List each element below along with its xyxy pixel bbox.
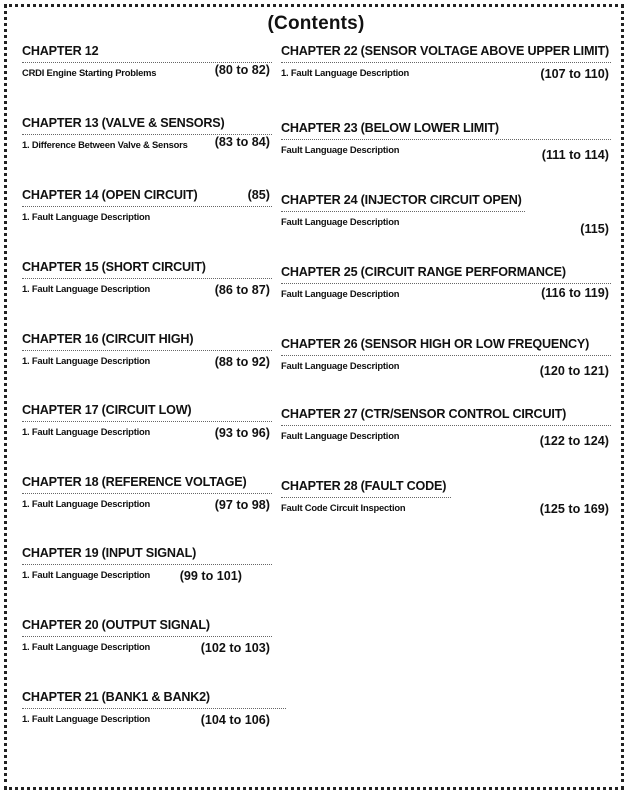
chapter-title[interactable]: CHAPTER 19 (INPUT SIGNAL) bbox=[22, 546, 197, 560]
chapter-page-number: (85) bbox=[247, 188, 270, 202]
page-range: (80 to 82) bbox=[214, 63, 270, 77]
chapter-title[interactable]: CHAPTER 28 (FAULT CODE) bbox=[281, 479, 447, 493]
toc-entry-chapter-25[interactable] bbox=[281, 265, 611, 314]
section-description[interactable]: 1. Fault Language Description bbox=[22, 283, 151, 294]
page-range: (93 to 96) bbox=[214, 426, 270, 440]
toc-entry-chapter-15[interactable] bbox=[22, 260, 272, 301]
section-description[interactable]: 1. Fault Language Description bbox=[22, 641, 151, 652]
section-description[interactable]: Fault Language Description bbox=[281, 216, 400, 227]
chapter-title[interactable]: CHAPTER 14 (OPEN CIRCUIT) bbox=[22, 188, 198, 202]
section-line bbox=[22, 713, 272, 731]
toc-entry-chapter-18[interactable] bbox=[22, 475, 272, 516]
chapter-heading-line bbox=[22, 260, 272, 279]
section-description[interactable]: Fault Code Circuit Inspection bbox=[281, 502, 406, 513]
chapter-heading-line bbox=[281, 193, 525, 212]
section-description[interactable]: Fault Language Description bbox=[281, 288, 400, 299]
toc-entry-chapter-14[interactable] bbox=[22, 188, 272, 229]
toc-entry-chapter-16[interactable] bbox=[22, 332, 272, 373]
chapter-heading-line bbox=[281, 479, 451, 498]
chapter-title[interactable]: CHAPTER 27 (CTR/SENSOR CONTROL CIRCUIT) bbox=[281, 407, 567, 421]
chapter-heading-line bbox=[22, 403, 272, 422]
section-line bbox=[281, 288, 611, 314]
section-line bbox=[281, 144, 611, 170]
toc-entry-chapter-20[interactable] bbox=[22, 618, 272, 659]
toc-entry-chapter-23[interactable] bbox=[281, 121, 611, 170]
section-description[interactable]: Fault Language Description bbox=[281, 430, 400, 441]
page-range: (107 to 110) bbox=[540, 67, 609, 81]
page-range: (104 to 106) bbox=[200, 713, 270, 727]
section-description[interactable]: 1. Difference Between Valve & Sensors bbox=[22, 139, 188, 150]
section-description[interactable]: 1. Fault Language Description bbox=[22, 713, 151, 724]
page-range: (116 to 119) bbox=[541, 286, 609, 300]
toc-entry-chapter-26[interactable] bbox=[281, 337, 611, 386]
chapter-title[interactable]: CHAPTER 26 (SENSOR HIGH OR LOW FREQUENCY) bbox=[281, 337, 590, 351]
section-line bbox=[22, 135, 272, 157]
section-line bbox=[281, 67, 611, 93]
chapter-heading-line bbox=[22, 188, 272, 207]
page-range: (111 to 114) bbox=[541, 148, 609, 162]
chapter-title[interactable]: CHAPTER 13 (VALVE & SENSORS) bbox=[22, 116, 225, 130]
chapter-heading-line bbox=[281, 337, 611, 356]
section-description[interactable]: CRDI Engine Starting Problems bbox=[22, 67, 157, 78]
page-range: (102 to 103) bbox=[200, 641, 270, 655]
section-description[interactable]: Fault Language Description bbox=[281, 360, 400, 371]
chapter-heading-line bbox=[22, 546, 272, 565]
toc-entry-chapter-24[interactable] bbox=[281, 193, 611, 242]
chapter-heading-line bbox=[281, 121, 611, 140]
section-line bbox=[22, 641, 272, 659]
chapter-title[interactable]: CHAPTER 23 (BELOW LOWER LIMIT) bbox=[281, 121, 499, 135]
page-range: (115) bbox=[580, 222, 609, 236]
chapter-title[interactable]: CHAPTER 22 (SENSOR VOLTAGE ABOVE UPPER LIMIT) bbox=[281, 44, 610, 58]
section-line bbox=[22, 63, 272, 85]
chapter-heading-line bbox=[22, 475, 272, 494]
toc-entry-chapter-21[interactable] bbox=[22, 690, 272, 731]
chapter-title[interactable]: CHAPTER 20 (OUTPUT SIGNAL) bbox=[22, 618, 210, 632]
chapter-heading-line bbox=[22, 690, 286, 709]
chapter-heading-line bbox=[281, 265, 611, 284]
toc-entry-chapter-27[interactable] bbox=[281, 407, 611, 456]
chapter-heading-line bbox=[22, 44, 272, 63]
chapter-heading-line bbox=[22, 116, 272, 135]
toc-entry-chapter-12[interactable] bbox=[22, 44, 272, 85]
chapter-title[interactable]: CHAPTER 21 (BANK1 & BANK2) bbox=[22, 690, 210, 704]
chapter-heading-line bbox=[281, 407, 611, 426]
section-line bbox=[281, 216, 611, 242]
page-range: (88 to 92) bbox=[214, 355, 270, 369]
chapter-title[interactable]: CHAPTER 24 (INJECTOR CIRCUIT OPEN) bbox=[281, 193, 522, 207]
page-range: (83 to 84) bbox=[214, 135, 270, 149]
section-line bbox=[281, 360, 611, 386]
section-description[interactable]: 1. Fault Language Description bbox=[22, 498, 151, 509]
chapter-title[interactable]: CHAPTER 16 (CIRCUIT HIGH) bbox=[22, 332, 194, 346]
section-line bbox=[22, 355, 272, 373]
contents-heading: (Contents) bbox=[267, 13, 365, 34]
chapter-heading-line bbox=[22, 332, 272, 351]
page-range: (99 to 101) bbox=[179, 569, 242, 583]
page-range: (97 to 98) bbox=[214, 498, 270, 512]
chapter-title[interactable]: CHAPTER 12 bbox=[22, 44, 99, 58]
toc-entry-chapter-28[interactable] bbox=[281, 479, 611, 528]
section-line bbox=[281, 430, 611, 456]
section-description[interactable]: 1. Fault Language Description bbox=[22, 355, 151, 366]
section-line bbox=[22, 569, 272, 587]
page-range: (86 to 87) bbox=[214, 283, 270, 297]
section-line bbox=[22, 283, 272, 301]
chapter-title[interactable]: CHAPTER 15 (SHORT CIRCUIT) bbox=[22, 260, 206, 274]
chapter-title[interactable]: CHAPTER 18 (REFERENCE VOLTAGE) bbox=[22, 475, 247, 489]
page-range: (125 to 169) bbox=[539, 502, 609, 516]
toc-entry-chapter-22[interactable] bbox=[281, 44, 611, 93]
section-description[interactable]: 1. Fault Language Description bbox=[22, 211, 151, 222]
section-line bbox=[281, 502, 611, 528]
section-line bbox=[22, 498, 272, 516]
chapter-title[interactable]: CHAPTER 25 (CIRCUIT RANGE PERFORMANCE) bbox=[281, 265, 566, 279]
toc-entry-chapter-13[interactable] bbox=[22, 116, 272, 157]
section-line bbox=[22, 426, 272, 444]
chapter-title[interactable]: CHAPTER 17 (CIRCUIT LOW) bbox=[22, 403, 192, 417]
chapter-heading-line bbox=[22, 618, 272, 637]
toc-entry-chapter-17[interactable] bbox=[22, 403, 272, 444]
chapter-heading-line bbox=[281, 44, 611, 63]
section-description[interactable]: 1. Fault Language Description bbox=[22, 569, 151, 580]
toc-entry-chapter-19[interactable] bbox=[22, 546, 272, 587]
page-range: (122 to 124) bbox=[539, 434, 609, 448]
section-line bbox=[22, 211, 272, 229]
section-description[interactable]: 1. Fault Language Description bbox=[281, 67, 410, 78]
section-description[interactable]: 1. Fault Language Description bbox=[22, 426, 151, 437]
section-description[interactable]: Fault Language Description bbox=[281, 144, 400, 155]
page-range: (120 to 121) bbox=[539, 364, 609, 378]
